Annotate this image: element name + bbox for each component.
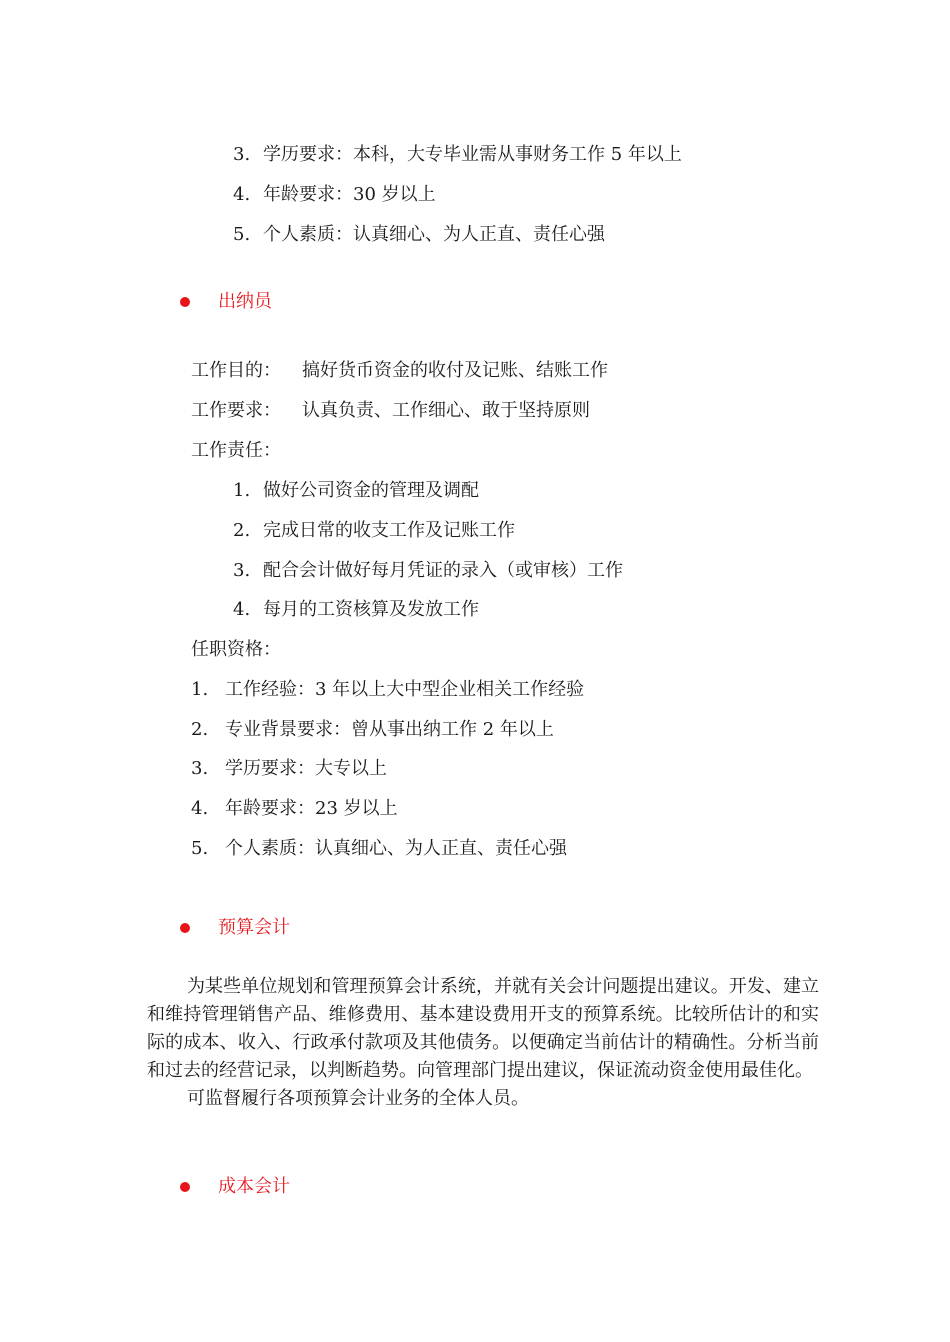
paragraph: 为某些单位规划和管理预算会计系统，并就有关会计问题提出建议。开发、建立和维持管理销售产品、维修费用、基本建设费用开支的预算系统。比较所估计的和实际的成本、收入、行政承付款项及其他债务。以便确定当前估计的精确性。分析当前和过去的经营记录，以判断趋势。向管理部门提出建议，保证流动资金使用最佳化。	[147, 976, 819, 1081]
section-heading-budget	[180, 917, 290, 939]
purpose-label: 工作目的：	[191, 360, 281, 381]
list-item	[233, 480, 479, 502]
paragraph: 可监督履行各项预算会计业务的全体人员。	[187, 1088, 529, 1109]
list-text: 做好公司资金的管理及调配	[263, 480, 479, 501]
list-text: 配合会计做好每月凭证的录入（或审核）工作	[263, 560, 623, 581]
list-item	[233, 184, 436, 206]
section-heading-cost	[180, 1176, 290, 1198]
list-number: 5.	[233, 224, 251, 245]
requirement-line	[191, 400, 590, 422]
list-item	[191, 798, 398, 820]
list-number: 4.	[233, 599, 251, 620]
list-text: 个人素质：认真细心、为人正直、责任心强	[263, 224, 605, 245]
list-text: 学历要求：本科，大专毕业需从事财务工作 5 年以上	[263, 144, 682, 165]
list-text: 年龄要求：30 岁以上	[263, 184, 436, 205]
list-item	[191, 838, 567, 860]
list-text: 学历要求：大专以上	[225, 758, 387, 779]
section-heading-cashier	[180, 291, 272, 313]
section-title: 成本会计	[218, 1176, 290, 1197]
list-item	[233, 520, 515, 542]
list-number: 3.	[233, 560, 251, 581]
list-item	[233, 224, 605, 246]
list-number: 3.	[233, 144, 251, 165]
list-item	[191, 679, 584, 701]
list-text: 工作经验：3 年以上大中型企业相关工作经验	[225, 679, 585, 700]
list-item	[191, 719, 554, 741]
list-text: 完成日常的收支工作及记账工作	[263, 520, 515, 541]
bullet-icon	[180, 297, 190, 307]
requirement-label: 工作要求：	[191, 400, 281, 421]
list-text: 年龄要求：23 岁以上	[225, 798, 398, 819]
list-item	[233, 599, 479, 621]
purpose-line	[191, 360, 608, 382]
list-number: 3.	[191, 758, 209, 779]
list-text: 专业背景要求：曾从事出纳工作 2 年以上	[225, 719, 554, 740]
purpose-text: 搞好货币资金的收付及记账、结账工作	[302, 360, 608, 381]
bullet-icon	[180, 923, 190, 933]
list-item	[233, 144, 682, 166]
list-text: 个人素质：认真细心、为人正直、责任心强	[225, 838, 567, 859]
list-number: 4.	[233, 184, 251, 205]
list-number: 4.	[191, 798, 209, 819]
qualification-label: 任职资格：	[191, 639, 281, 660]
list-text: 每月的工资核算及发放工作	[263, 599, 479, 620]
bullet-icon	[180, 1182, 190, 1192]
section-title: 预算会计	[218, 917, 290, 938]
list-number: 2.	[191, 719, 209, 740]
list-number: 2.	[233, 520, 251, 541]
list-number: 1.	[191, 679, 209, 700]
duty-label: 工作责任：	[191, 440, 281, 461]
list-item	[191, 758, 387, 780]
requirement-text: 认真负责、工作细心、敢于坚持原则	[302, 400, 590, 421]
budget-description	[147, 973, 819, 1113]
section-title: 出纳员	[218, 291, 272, 312]
list-item	[233, 560, 623, 582]
list-number: 1.	[233, 480, 251, 501]
list-number: 5.	[191, 838, 209, 859]
